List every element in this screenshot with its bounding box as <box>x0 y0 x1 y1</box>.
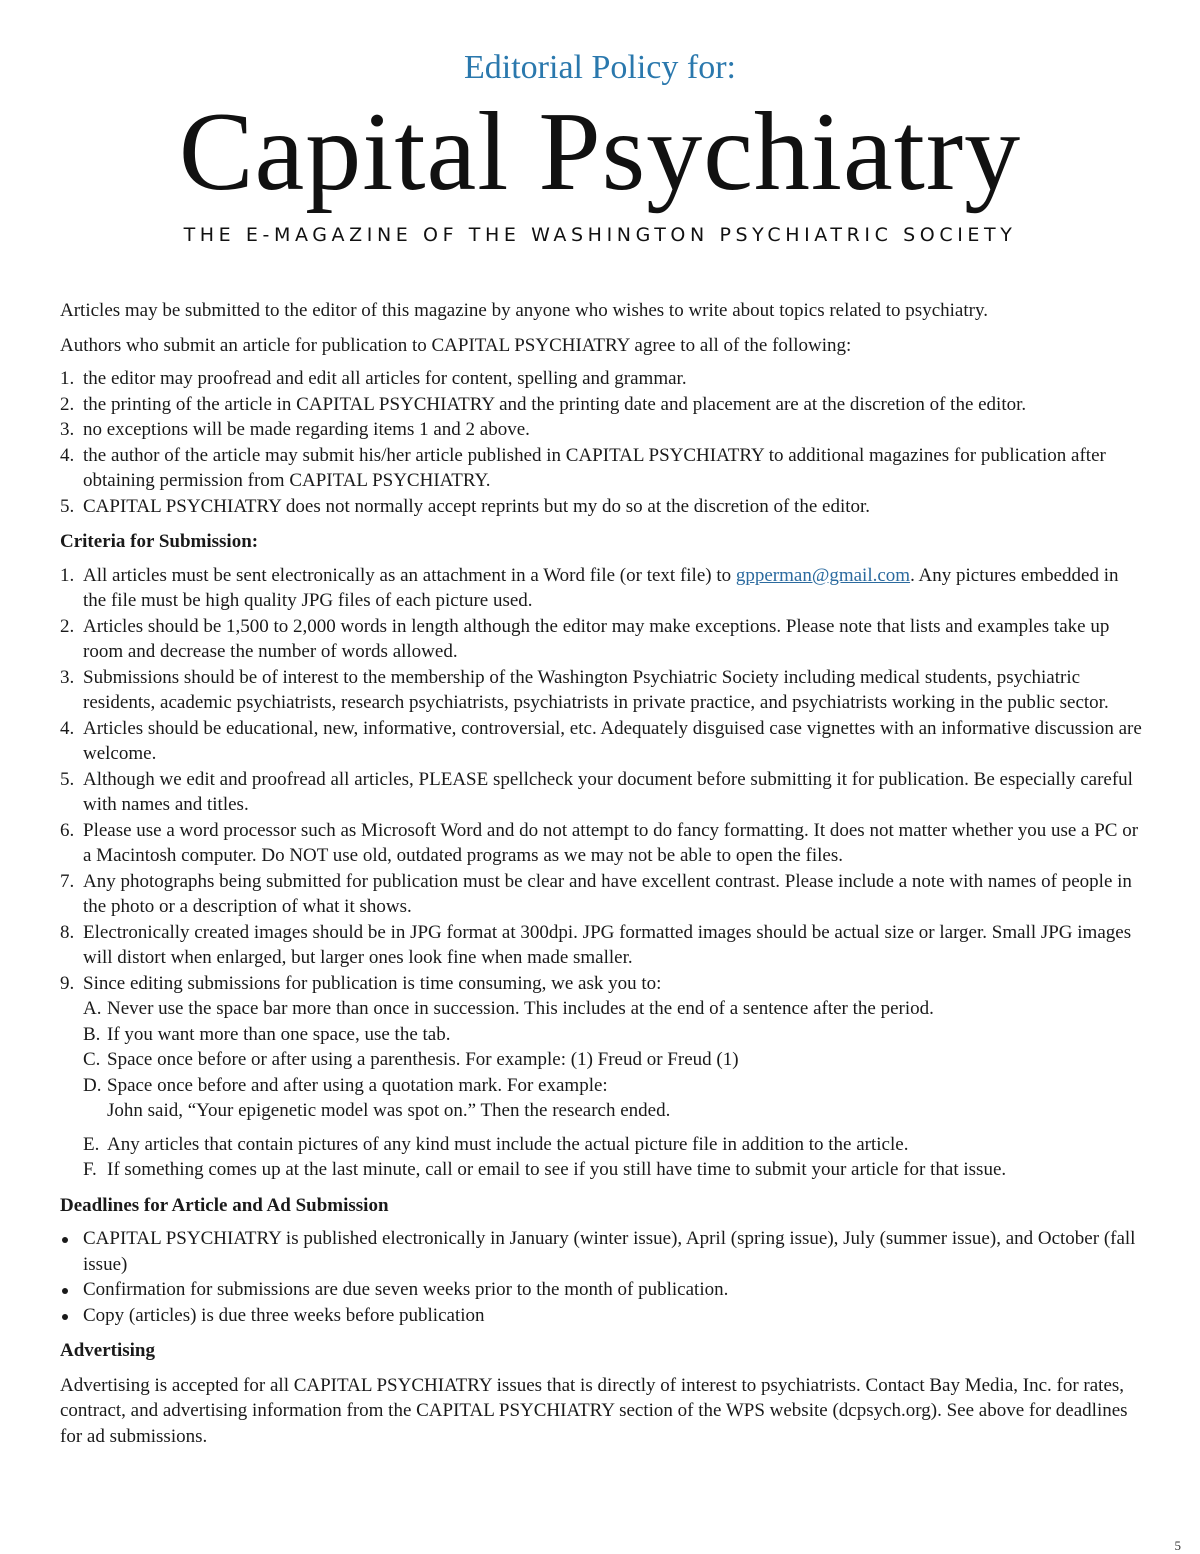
list-item <box>60 494 1145 520</box>
sub-list-item <box>83 1132 1145 1158</box>
intro-paragraph-2: Authors who submit an article for publication to CAPITAL PSYCHIATRY agree to all of the following: <box>60 334 852 356</box>
agreement-list <box>60 366 1145 519</box>
item-number: 2. <box>60 393 75 415</box>
item-number: 1. <box>60 368 75 389</box>
item-text: . Any pictures embedded in the file must be high quality JPG files of each picture used. <box>83 564 1119 611</box>
list-item <box>60 1303 1145 1329</box>
item-number: 9. <box>60 972 75 994</box>
item-text: the author of the article may submit his/her article published in CAPITAL PSYCHIATRY to additional magazines for publication after obtaining permission from CAPITAL PSYCHIATRY. <box>83 444 1106 491</box>
item-letter: E. <box>83 1133 100 1155</box>
editorial-policy-kicker: Editorial Policy for: <box>464 49 736 86</box>
item-text: Copy (articles) is due three weeks before publication <box>83 1304 485 1326</box>
item-number: 4. <box>60 717 75 739</box>
list-item <box>60 417 1145 443</box>
item-text: If you want more than one space, use the tab. <box>107 1023 451 1045</box>
list-item <box>60 392 1145 418</box>
list-item <box>60 1277 1145 1303</box>
deadlines-heading: Deadlines for Article and Ad Submission <box>60 1194 389 1216</box>
item-letter: D. <box>83 1074 102 1096</box>
item-text: Space once before or after using a parenthesis. For example: (1) Freud or Freud (1) <box>107 1049 739 1070</box>
list-item <box>60 716 1145 767</box>
editing-sub-list-continued <box>83 1132 1145 1183</box>
item-number: 5. <box>60 768 75 790</box>
item-number: 1. <box>60 564 75 586</box>
advertising-paragraph: Advertising is accepted for all CAPITAL PSYCHIATRY issues that is directly of interest to psychiatrists. Contact Bay Media, Inc. for rates, contract, and advertising information from the CAPITAL PSYCHIATRY section of the WPS website (dcpsych.org). See above for deadlines for ad submissions. <box>60 1374 1128 1447</box>
item-text: CAPITAL PSYCHIATRY is published electronically in January (winter issue), April (spring issue), July (summer issue), and October (fall issue) <box>83 1228 1136 1275</box>
item-text: Never use the space bar more than once in succession. This includes at the end of a sentence after the period. <box>107 998 934 1019</box>
item-text: Electronically created images should be in JPG format at 300dpi. JPG formatted images should be actual size or larger. Small JPG images will distort when enlarged, but larger ones look fine when made smaller. <box>83 921 1132 968</box>
list-item <box>60 920 1145 971</box>
item-text: Space once before and after using a quotation mark. For example: <box>107 1074 608 1096</box>
list-item <box>60 767 1145 818</box>
item-text: Confirmation for submissions are due seven weeks prior to the month of publication. <box>83 1279 729 1300</box>
sub-list-item <box>83 1157 1145 1183</box>
magazine-title: Capital Psychiatry <box>178 90 1022 214</box>
item-number: 7. <box>60 870 75 892</box>
sub-list-item <box>83 996 1145 1022</box>
list-item <box>60 665 1145 716</box>
deadlines-list <box>60 1226 1145 1328</box>
item-text: CAPITAL PSYCHIATRY does not normally accept reprints but my do so at the discretion of the editor. <box>83 495 871 517</box>
list-item <box>60 869 1145 920</box>
item-text: If something comes up at the last minute, call or email to see if you still have time to submit your article for that issue. <box>107 1159 1007 1180</box>
item-number: 8. <box>60 921 75 943</box>
sub-list-item <box>83 1047 1145 1073</box>
list-item <box>60 443 1145 494</box>
list-item <box>60 366 1145 392</box>
item-text: Articles should be educational, new, informative, controversial, etc. Adequately disguised case vignettes with an informative discussion are welcome. <box>83 717 1142 764</box>
magazine-tagline: THE E-MAGAZINE OF THE WASHINGTON PSYCHIATRIC SOCIETY <box>183 224 1017 246</box>
criteria-heading: Criteria for Submission: <box>60 531 259 552</box>
bullet-icon <box>62 1314 68 1320</box>
item-letter: A. <box>83 998 102 1019</box>
item-text: Although we edit and proofread all articles, PLEASE spellcheck your document before submitting it for publication. Be especially careful with names and titles. <box>83 768 1133 815</box>
item-text: no exceptions will be made regarding items 1 and 2 above. <box>83 419 530 440</box>
list-item <box>60 563 1145 614</box>
item-letter: F. <box>83 1159 97 1180</box>
page-number: 5 <box>1174 1538 1181 1553</box>
bullet-icon <box>62 1237 68 1243</box>
item-letter: B. <box>83 1023 101 1045</box>
quotation-example: John said, “Your epigenetic model was spot on.” Then the research ended. <box>107 1100 671 1121</box>
item-text: All articles must be sent electronically as an attachment in a Word file (or text file) to <box>83 564 736 586</box>
item-letter: C. <box>83 1049 101 1070</box>
item-number: 6. <box>60 819 75 841</box>
policy-content <box>60 298 1145 1449</box>
item-number: 3. <box>60 666 75 688</box>
item-number: 2. <box>60 615 75 637</box>
item-text: the printing of the article in CAPITAL PSYCHIATRY and the printing date and placement are at the discretion of the editor. <box>83 393 1027 415</box>
item-number: 3. <box>60 419 75 440</box>
editor-email-link[interactable]: gpperman@gmail.com <box>735 564 911 586</box>
list-item <box>60 971 1145 1183</box>
editing-sub-list <box>83 996 1145 1124</box>
sub-list-item <box>83 1073 1145 1124</box>
item-text: Please use a word processor such as Microsoft Word and do not attempt to do fancy formatting. It does not matter whether you use a PC or a Macintosh computer. Do NOT use old, outdated programs as we may not be able to open the files. <box>83 819 1139 866</box>
intro-paragraph-1: Articles may be submitted to the editor of this magazine by anyone who wishes to write about topics related to psychiatry. <box>60 300 988 321</box>
advertising-heading: Advertising <box>60 1340 155 1361</box>
item-text: Articles should be 1,500 to 2,000 words in length although the editor may make exceptions. Please note that lists and examples take up room and decrease the number of words allowed. <box>83 615 1110 662</box>
list-item <box>60 818 1145 869</box>
item-text: Any articles that contain pictures of any kind must include the actual picture file in addition to the article. <box>107 1133 909 1155</box>
bullet-icon <box>62 1288 68 1294</box>
item-number: 4. <box>60 444 75 466</box>
item-text: Submissions should be of interest to the membership of the Washington Psychiatric Society including medical students, psychiatric residents, academic psychiatrists, research psychiatrists, psychiatrists in private practice, and psychiatrists working in the public sector. <box>83 666 1109 713</box>
item-text: Any photographs being submitted for publication must be clear and have excellent contrast. Please include a note with names of people in the photo or a description of what it shows. <box>83 870 1132 917</box>
sub-list-item <box>83 1022 1145 1048</box>
item-text: the editor may proofread and edit all articles for content, spelling and grammar. <box>83 368 687 389</box>
item-number: 5. <box>60 495 75 517</box>
list-item <box>60 1226 1145 1277</box>
item-text: Since editing submissions for publication is time consuming, we ask you to: <box>83 972 662 994</box>
criteria-list <box>60 563 1145 1183</box>
list-item <box>60 614 1145 665</box>
